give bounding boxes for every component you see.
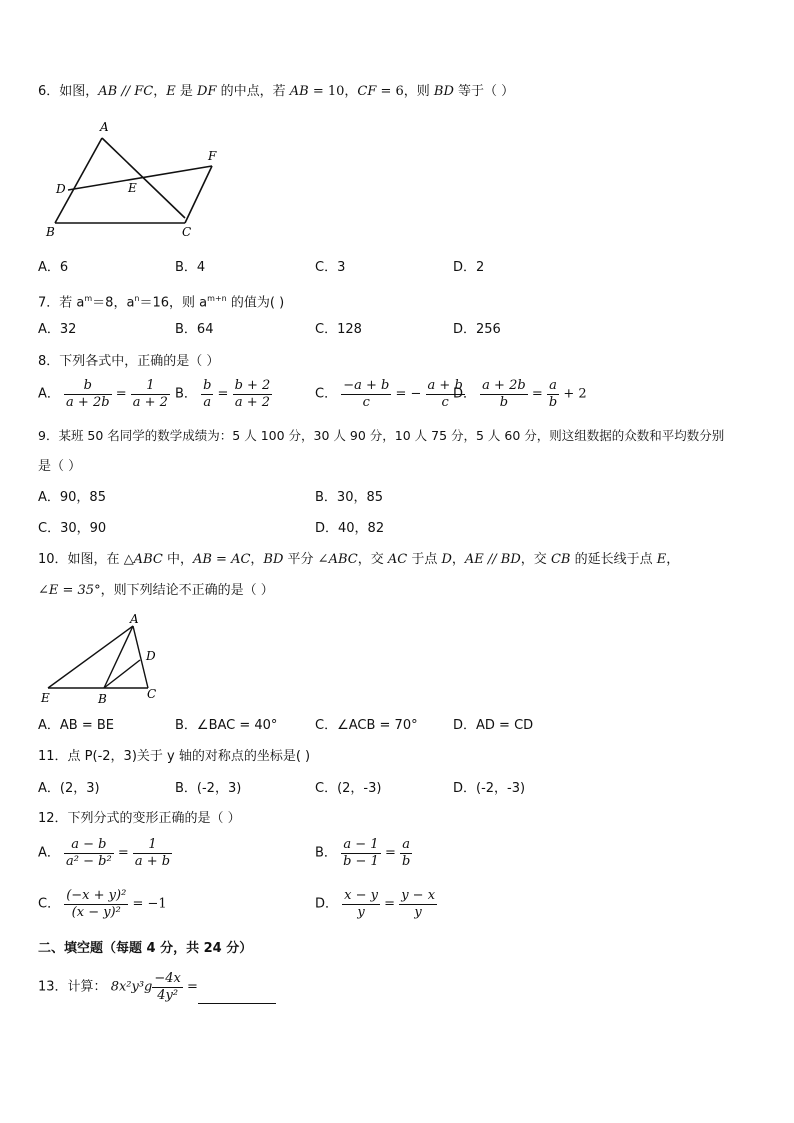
q12-stem: 12．下列分式的变形正确的是（ ） (38, 811, 241, 826)
q7-option-a[interactable]: A．32 (38, 322, 77, 337)
q6-label-b: B (46, 225, 55, 239)
q9-option-c[interactable]: C．30，90 (38, 521, 107, 536)
q12-option-b[interactable]: B． $\frac{a - 1}{b - 1}$ = $\frac{a}{b}$ (315, 837, 411, 869)
q7-option-d[interactable]: D．256 (453, 322, 501, 337)
q12-option-d[interactable]: D． $\frac{x - y}{y}$ = $\frac{y - x}{y}$ (315, 888, 436, 920)
q11-option-c[interactable]: C．(2，-3) (315, 781, 382, 796)
q6-label-e: E (128, 181, 137, 195)
q12-option-c[interactable]: C． $\frac{\text{(−x + y)²}}{\text{(x − y)²}}$ = −1 (38, 888, 167, 920)
q11-option-a[interactable]: A．(2，3) (38, 781, 100, 796)
q10-option-c[interactable]: C．∠ACB = 70° (315, 718, 418, 733)
q8-stem: 8．下列各式中，正确的是（ ） (38, 354, 220, 369)
q10-label-a: A (130, 612, 139, 626)
q9-stem-line2: 是（ ） (38, 459, 82, 474)
q10-option-d[interactable]: D．AD = CD (453, 718, 534, 733)
q10-label-b: B (98, 692, 107, 706)
q7-option-c[interactable]: C．128 (315, 322, 362, 337)
q11-stem: 11．点 P(-2，3)关于 y 轴的对称点的坐标是( ) (38, 749, 311, 764)
q8-option-c[interactable]: C． $\frac{-a + b}{c}$ = − $\frac{a + b}{c}$ (315, 378, 463, 410)
q9-option-a[interactable]: A．90，85 (38, 490, 106, 505)
q13-stem: 13．计算： 8x²y³g $\frac{-4x}{\text{4y²}}$ = (38, 971, 276, 1004)
q12-option-a[interactable]: A． $\frac{a - b}{\text{a² − b²}}$ = $\frac{1}{a + b}$ (38, 837, 171, 869)
q6-label-a: A (100, 120, 109, 134)
q6-option-b[interactable]: B．4 (175, 260, 206, 275)
q8-option-d[interactable]: D． $\frac{a + 2b}{b}$ = $\frac{a}{b}$ + 2 (453, 378, 587, 410)
q7-stem: 7．若 $a^m=8$，$a^n=16$，则 $a^{m+n}$ 的值为( ) (38, 294, 285, 311)
q10-option-b[interactable]: B．∠BAC = 40° (175, 718, 278, 733)
q10-label-c: C (147, 687, 157, 701)
q6-label-d: D (56, 182, 66, 196)
q8-option-b[interactable]: B． $\frac{b}{a}$ = $\frac{b + 2}{a + 2}$ (175, 378, 271, 410)
q10-stem-line1: 10．如图，在 △ABC 中，AB = AC，BD 平分 ∠ABC，交 AC 于点 D，AE // BD，交 CB 的延长线于点 E， (38, 552, 680, 567)
q6-option-d[interactable]: D．2 (453, 260, 485, 275)
q11-option-b[interactable]: B．(-2，3) (175, 781, 242, 796)
q6-figure (40, 118, 230, 243)
q9-stem-line1: 9．某班 50 名同学的数学成绩为：5 人 100 分，30 人 90 分，10 人 75 分，5 人 60 分，则这组数据的众数和平均数分别 (38, 428, 725, 443)
q6-stem: 6．如图，AB // FC，E 是 DF 的中点，若 AB = 10，CF = 6，则 BD 等于（ ） (38, 84, 515, 99)
q6-option-a[interactable]: A．6 (38, 260, 69, 275)
q10-option-a[interactable]: A．AB = BE (38, 718, 114, 733)
q11-option-d[interactable]: D．(-2，-3) (453, 781, 526, 796)
q6-label-c: C (182, 225, 192, 239)
q9-option-b[interactable]: B．30，85 (315, 490, 384, 505)
q6-option-c[interactable]: C．3 (315, 260, 346, 275)
q7-option-b[interactable]: B．64 (175, 322, 214, 337)
section-heading-fill-in: 二、填空题（每题 4 分，共 24 分） (38, 941, 253, 956)
q13-answer-blank[interactable] (198, 989, 276, 1004)
q10-label-d: D (146, 649, 156, 663)
q10-stem-line2: ∠E = 35°，则下列结论不正确的是（ ） (38, 583, 274, 598)
q9-option-d[interactable]: D．40，82 (315, 521, 385, 536)
q10-label-e: E (41, 691, 50, 705)
q8-option-a[interactable]: A． $\frac{b}{a + 2b}$ = $\frac{1}{a + 2}$ (38, 378, 168, 410)
q6-label-f: F (208, 149, 217, 163)
q10-figure (36, 612, 166, 708)
